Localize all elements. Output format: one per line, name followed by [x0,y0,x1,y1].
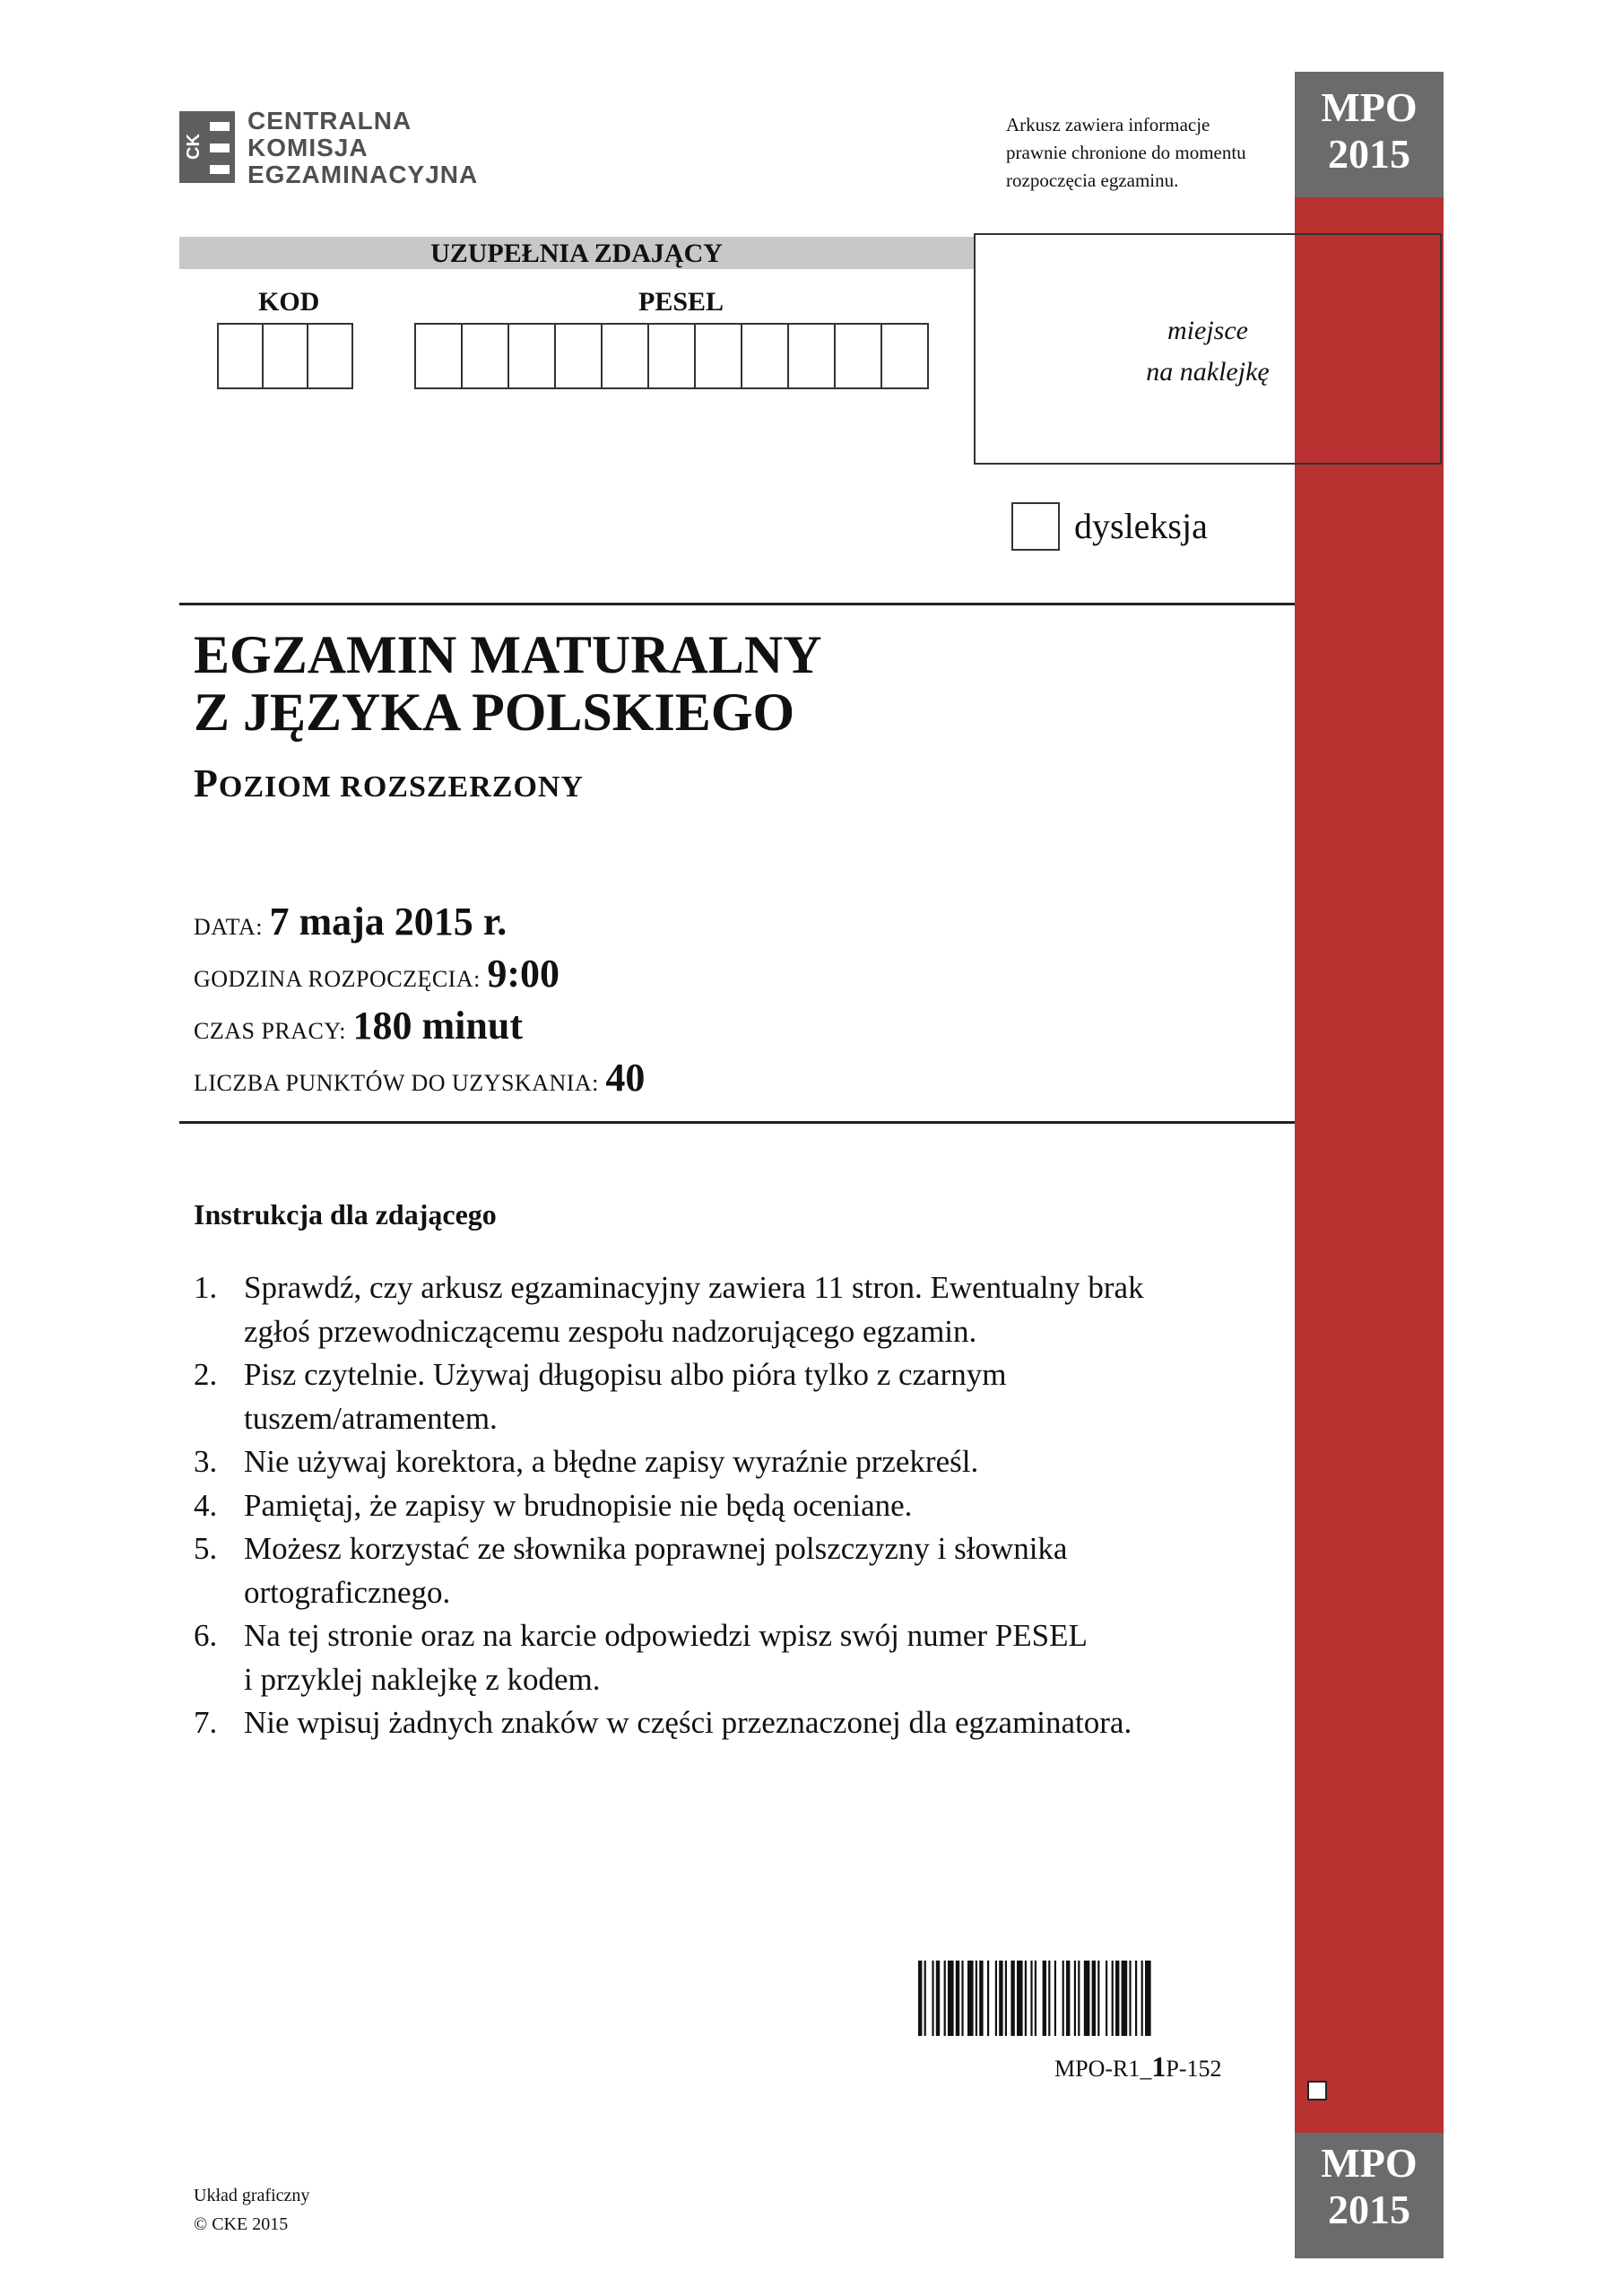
start-value: 9:00 [487,952,559,996]
cke-logo-text [247,108,478,188]
item-line: ortograficznego. [244,1574,451,1610]
start-label: GODZINA ROZPOCZĘCIA: [194,966,481,992]
item-number: 5. [194,1531,218,1566]
level-initial: P [194,761,219,805]
logo-line: KOMISJA [247,134,369,161]
code-suffix: P-152 [1166,2056,1222,2082]
barcode-bar [1129,1961,1131,2036]
barcode-bar [1017,1961,1023,2036]
barcode-bar [1078,1961,1080,2036]
barcode-bar [1043,1961,1046,2036]
barcode-bar [936,1961,940,2036]
fill-header: UZUPEŁNIA ZDAJĄCY [179,237,974,269]
item-line: tuszem/atramentem. [244,1400,498,1436]
time-row [194,1003,523,1048]
item-number: 7. [194,1705,218,1740]
logo-line: EGZAMINACYJNA [247,161,479,188]
item-line: i przyklej naklejkę z kodem. [244,1661,601,1697]
item-line: Pamiętaj, że zapisy w brudnopisie nie będą oceniane. [244,1487,913,1523]
divider [179,1121,1295,1124]
item-line: Sprawdź, czy arkusz egzaminacyjny zawiera 11 stron. Ewentualny brak [244,1270,1144,1305]
barcode-bar [1030,1961,1032,2036]
exam-title-line: EGZAMIN MATURALNY [194,625,822,684]
notice-line: Arkusz zawiera informacje [1006,114,1210,135]
item-number: 6. [194,1618,218,1653]
barcode-bar [1097,1961,1099,2036]
side-band [1295,197,1444,2135]
start-row [194,951,559,996]
time-label: CZAS PRACY: [194,1018,346,1044]
date-label: DATA: [194,914,263,940]
list-item [194,1266,1270,1353]
barcode-bar [995,1961,997,2036]
item-number: 3. [194,1444,218,1479]
barcode-bar [1066,1961,1070,2036]
item-line: zgłoś przewodniczącemu zespołu nadzorującego egzamin. [244,1313,977,1349]
kod-label: KOD [258,287,320,317]
band-year: 2015 [1328,131,1410,177]
item-number: 4. [194,1487,218,1523]
item-line: Możesz korzystać ze słownika poprawnej polszczyzny i słownika [244,1531,1068,1566]
dyslexia-checkbox[interactable] [1011,502,1060,551]
pesel-cell[interactable] [696,325,742,387]
barcode-bar [979,1961,983,2036]
sticker-area [974,233,1442,465]
instructions-title: Instrukcja dla zdającego [194,1198,497,1231]
barcode-bar [967,1961,974,2036]
pesel-cell[interactable] [603,325,649,387]
band-label-top [1295,72,1444,197]
list-item [194,1701,1270,1745]
barcode-bar [944,1961,946,2036]
item-line: Pisz czytelnie. Używaj długopisu albo pióra tylko z czarnym [244,1357,1007,1392]
footer [194,2181,309,2239]
kod-input[interactable] [217,323,353,389]
band-code: MPO [1321,2140,1418,2186]
item-number: 2. [194,1357,218,1392]
barcode-bar [1074,1961,1076,2036]
list-item [194,1440,1270,1484]
band-label-bottom [1295,2133,1444,2258]
barcode-bar [1141,1961,1143,2036]
list-item [194,1614,1270,1701]
barcode-bar [948,1961,954,2036]
barcode-bar [924,1961,926,2036]
barcode-bar [1084,1961,1090,2036]
notice-line: prawnie chronione do momentu [1006,142,1246,163]
pesel-cell[interactable] [789,325,836,387]
barcode-bar [976,1961,977,2036]
kod-cell[interactable] [219,325,264,387]
list-item [194,1527,1270,1614]
barcode-bar [1025,1961,1027,2036]
band-year: 2015 [1328,2187,1410,2232]
divider [179,603,1295,605]
barcode-bar [956,1961,959,2036]
legal-notice [1006,111,1302,195]
barcode-bar [1035,1961,1037,2036]
item-line: Nie używaj korektora, a błędne zapisy wyraźnie przekreśl. [244,1444,979,1479]
date-value: 7 maja 2015 r. [269,900,507,944]
pesel-cell[interactable] [836,325,882,387]
exam-title [194,626,822,741]
barcode-bar [999,1961,1002,2036]
pesel-input[interactable] [414,323,929,389]
item-line: Nie wpisuj żadnych znaków w części przeznaczonej dla egzaminatora. [244,1705,1132,1740]
barcode-bar [1106,1961,1107,2036]
pesel-cell[interactable] [463,325,509,387]
exam-level [194,761,584,806]
list-item [194,1484,1270,1528]
points-label: LICZBA PUNKTÓW DO UZYSKANIA: [194,1070,599,1096]
points-value: 40 [605,1056,646,1100]
footer-line: © CKE 2015 [194,2214,289,2234]
logo-bar [210,122,230,131]
item-number: 1. [194,1270,218,1305]
barcode-bar [1122,1961,1128,2036]
list-item [194,1353,1270,1440]
pesel-label: PESEL [638,287,724,317]
sheet-code [1054,2050,1221,2083]
barcode-bar [1145,1961,1151,2036]
barcode-bar [918,1961,922,2036]
code-prefix: MPO-R1_ [1054,2056,1152,2082]
barcode-bar [932,1961,933,2036]
pesel-cell[interactable] [416,325,463,387]
barcode-bar [1048,1961,1050,2036]
pesel-cell[interactable] [509,325,556,387]
instructions-list [194,1266,1270,1745]
band-code: MPO [1321,84,1418,130]
notice-line: rozpoczęcia egzaminu. [1006,170,1179,191]
barcode-bar [1115,1961,1119,2036]
date-row [194,899,507,944]
code-bold: 1 [1151,2050,1167,2083]
cke-logo-mark [179,111,235,183]
barcode-bar [1010,1961,1014,2036]
pesel-cell[interactable] [742,325,789,387]
sticker-line: na naklejkę [1146,357,1270,387]
logo-bar [210,165,230,174]
pesel-cell[interactable] [649,325,696,387]
barcode-bar [1063,1961,1064,2036]
level-rest: OZIOM ROZSZERZONY [218,770,585,804]
barcode-bar [1135,1961,1137,2036]
barcode-bar [1054,1961,1056,2036]
sticker-line: miejsce [1167,316,1248,345]
kod-cell[interactable] [308,325,353,387]
barcode-bar [1092,1961,1096,2036]
marker-square [1307,2081,1327,2100]
pesel-cell[interactable] [882,325,929,387]
points-row [194,1055,645,1100]
barcode [918,1961,1279,2036]
dyslexia-label: dysleksja [1074,506,1208,546]
footer-line: Układ graficzny [194,2186,310,2205]
logo-bar [210,144,230,152]
logo-line: CENTRALNA [247,107,412,135]
exam-title-line: Z JĘZYKA POLSKIEGO [194,683,795,742]
kod-cell[interactable] [264,325,308,387]
barcode-bar [1005,1961,1007,2036]
barcode-bar [1112,1961,1114,2036]
barcode-bar [961,1961,963,2036]
logo-mark-text: CK [184,134,204,161]
pesel-cell[interactable] [556,325,603,387]
barcode-bar [987,1961,989,2036]
time-value: 180 minut [352,1004,523,1048]
item-line: Na tej stronie oraz na karcie odpowiedzi wpisz swój numer PESEL [244,1618,1088,1653]
